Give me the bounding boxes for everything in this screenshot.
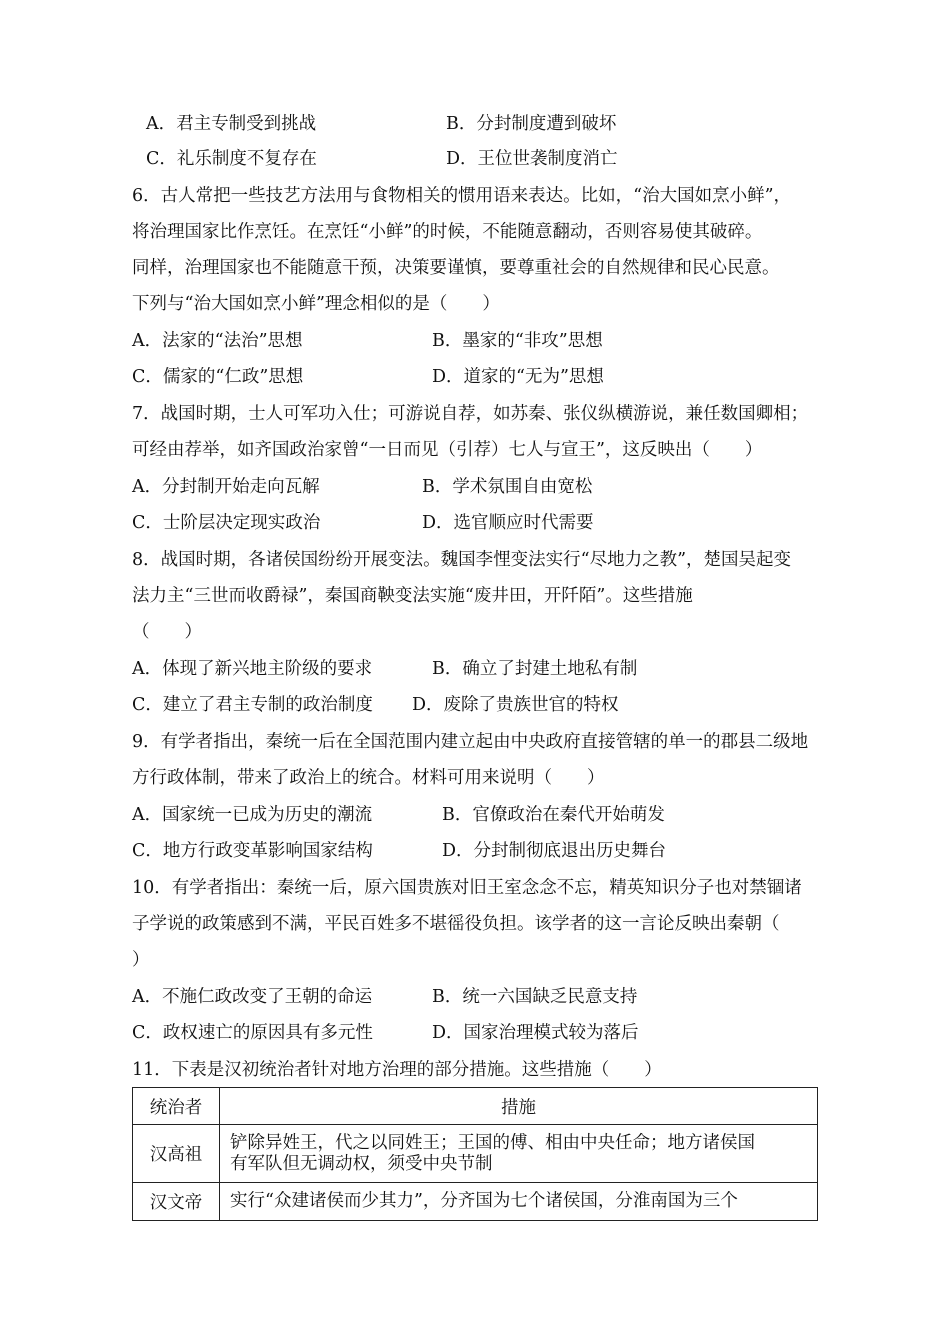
header-ruler: 统治者 [133,1088,220,1125]
measure-line: 有军队但无调动权，须受中央节制 [230,1153,493,1174]
q8-stem-line: （ ） [132,622,202,642]
q7-option-b: B．学术氛围自由宽松 [422,477,593,497]
q10-stem-line: ） [132,950,150,970]
measure-line: 实行“众建诸侯而少其力”，分齐国为七个诸侯国，分淮南国为三个 [230,1191,738,1211]
q7-stem-line: 7．战国时期，士人可军功入仕；可游说自荐，如苏秦、张仪纵横游说，兼任数国卿相； [132,404,809,424]
q10-stem-line: 子学说的政策感到不满，平民百姓多不堪徭役负担。该学者的这一言论反映出秦朝（ [132,914,780,934]
q5-option-c: C．礼乐制度不复存在 [146,149,317,169]
q6-option-c: C．儒家的“仁政”思想 [132,367,304,387]
q6-stem-line: 同样，治理国家也不能随意干预，决策要谨慎，要尊重社会的自然规律和民心民意。 [132,258,780,278]
q9-option-c: C．地方行政变革影响国家结构 [132,841,373,861]
q6-option-d: D．道家的“无为”思想 [432,367,604,387]
q6-stem-line: 6．古人常把一些技艺方法用与食物相关的惯用语来表达。比如，“治大国如烹小鲜”， [132,186,792,206]
table-row [133,1183,818,1221]
q8-stem-line: 法力主“三世而收爵禄”，秦国商鞅变法实施“废井田，开阡陌”。这些措施 [132,586,693,606]
q7-stem-line: 可经由荐举，如齐国政治家曾“一日而见（引荐）七人与宣王”，这反映出（ ） [132,440,763,460]
q10-option-c: C．政权速亡的原因具有多元性 [132,1023,373,1043]
q5-option-a: A．君主专制受到挑战 [146,114,317,134]
q5-option-b: B．分封制度遭到破坏 [446,114,617,134]
q7-option-c: C．士阶层决定现实政治 [132,513,321,533]
q8-option-d: D．废除了贵族世官的特权 [412,695,619,715]
q7-option-a: A．分封制开始走向瓦解 [132,477,320,497]
q10-option-a: A．不施仁政改变了王朝的命运 [132,987,373,1007]
q10-stem-line: 10．有学者指出：秦统一后，原六国贵族对旧王室念念不忘，精英知识分子也对禁锢诸 [132,878,802,898]
q9-option-d: D．分封制彻底退出历史舞台 [442,841,667,861]
table-header-row [133,1088,818,1125]
measure-line: 铲除异姓王，代之以同姓王；王国的傅、相由中央任命；地方诸侯国 [230,1132,755,1153]
q9-stem-line: 9．有学者指出，秦统一后在全国范围内建立起由中央政府直接管辖的单一的郡县二级地 [132,732,809,752]
q8-option-b: B．确立了封建土地私有制 [432,659,638,679]
q6-stem-line: 下列与“治大国如烹小鲜”理念相似的是（ ） [132,294,500,314]
q8-option-a: A．体现了新兴地主阶级的要求 [132,659,373,679]
cell-measure [220,1183,818,1221]
q8-option-c: C．建立了君主专制的政治制度 [132,695,373,715]
q7-option-d: D．选官顺应时代需要 [422,513,594,533]
q10-option-b: B．统一六国缺乏民意支持 [432,987,638,1007]
q6-option-a: A．法家的“法治”思想 [132,331,303,351]
cell-ruler: 汉文帝 [133,1183,220,1221]
q9-option-b: B．官僚政治在秦代开始萌发 [442,805,665,825]
q6-option-b: B．墨家的“非攻”思想 [432,331,603,351]
q8-stem-line: 8．战国时期，各诸侯国纷纷开展变法。魏国李悝变法实行“尽地力之教”，楚国吴起变 [132,550,792,570]
q6-stem-line: 将治理国家比作烹饪。在烹饪“小鲜”的时候，不能随意翻动，否则容易使其破碎。 [132,222,763,242]
cell-ruler: 汉高祖 [133,1125,220,1183]
cell-measure [220,1125,818,1183]
measures-table [132,1087,818,1221]
q5-option-d: D．王位世袭制度消亡 [446,149,618,169]
q9-stem-line: 方行政体制，带来了政治上的统合。材料可用来说明（ ） [132,768,605,788]
table-row [133,1125,818,1183]
q11-stem: 11．下表是汉初统治者针对地方治理的部分措施。这些措施（ ） [132,1060,662,1080]
header-measure: 措施 [220,1088,818,1125]
q9-option-a: A．国家统一已成为历史的潮流 [132,805,373,825]
q10-option-d: D．国家治理模式较为落后 [432,1023,639,1043]
